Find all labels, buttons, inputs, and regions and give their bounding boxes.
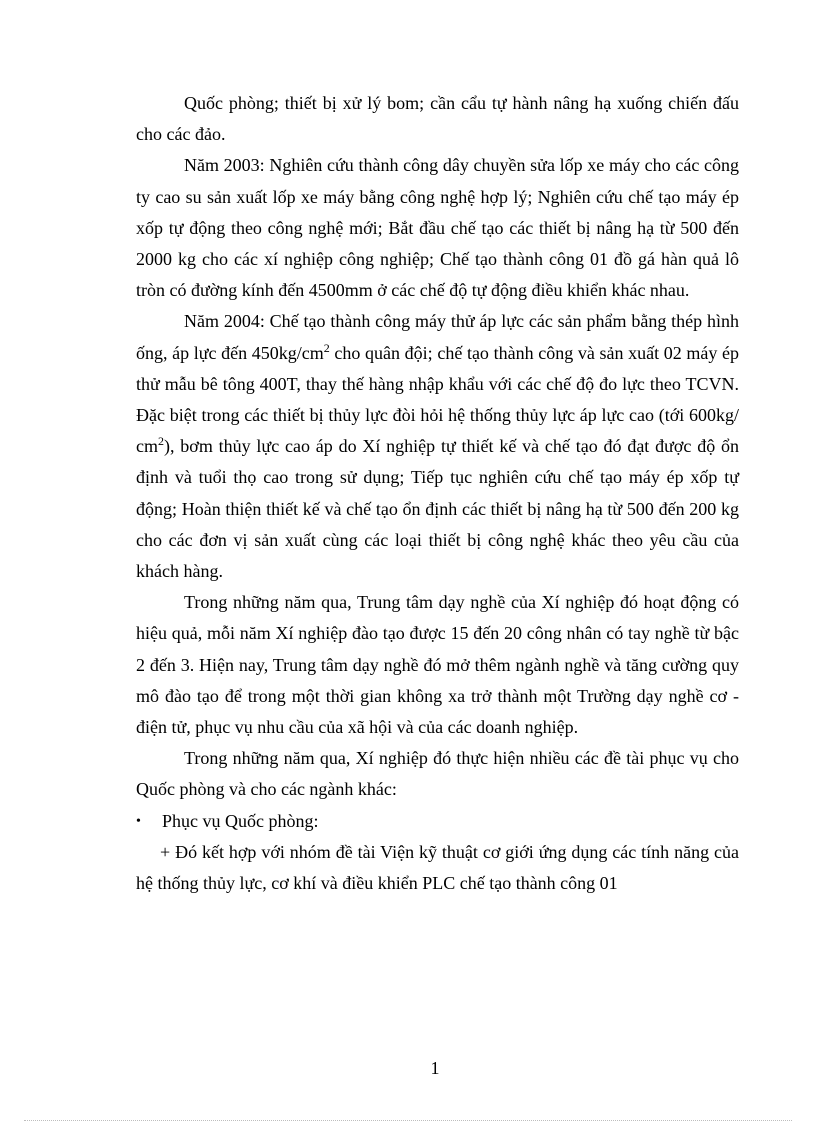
bullet-item	[136, 806, 739, 837]
superscript-2b: 2	[158, 434, 164, 449]
page-content	[136, 88, 739, 899]
page-bottom-divider	[24, 1120, 792, 1121]
paragraph-2004-part-b: cho quân đội; chế tạo thành công và sản xuất 02 máy ép thử mẫu bê tông 400T, thay thế hàng nhập khẩu với các chế độ đo lực theo TCVN. Đặc biệt trong các thiết bị thủy lực đòi hỏi hệ thống thủy lực áp lực cao (tới 600kg/ cm	[136, 342, 739, 457]
bullet-text: Phục vụ Quốc phòng:	[162, 810, 319, 831]
paragraph-research-topics: Trong những năm qua, Xí nghiệp đó thực hiện nhiều các đề tài phục vụ cho Quốc phòng và cho các ngành khác:	[136, 748, 739, 800]
page-number: 1	[430, 1058, 440, 1078]
paragraph-2004	[136, 306, 739, 587]
paragraph-2004-part-a: Năm 2004: Chế tạo thành công máy thử áp lực các sản phẩm bằng thép hình ống, áp lực đến 450kg/cm	[136, 311, 739, 363]
paragraph-2004-part-c: ), bơm thủy lực cao áp do Xí nghiệp tự thiết kế và chế tạo đó đạt được độ ổn định và tuổi thọ cao trong sử dụng; Tiếp tục nghiên cứu chế tạo máy ép xốp tự động; Hoàn thiện thiết kế và chế tạo ổn định các thiết bị nâng hạ từ 500 đến 200 kg cho các đơn vị sản xuất cùng các loại thiết bị công nghệ khác theo yêu cầu của khách hàng.	[136, 436, 739, 582]
superscript-2: 2	[323, 340, 330, 355]
paragraph-training-center: Trong những năm qua, Trung tâm dạy nghề của Xí nghiệp đó hoạt động có hiệu quả, mỗi năm Xí nghiệp đào tạo được 15 đến 20 công nhân có tay nghề từ bậc 2 đến 3. Hiện nay, Trung tâm dạy nghề đó mở thêm ngành nghề và tăng cường quy mô đào tạo để trong một thời gian không xa trở thành một Trường dạy nghề cơ - điện tử, phục vụ nhu cầu của xã hội và của các doanh nghiệp.	[136, 592, 739, 738]
paragraph-2003: Năm 2003: Nghiên cứu thành công dây chuyền sửa lốp xe máy cho các công ty cao su sản xuất lốp xe máy bằng công nghệ hợp lý; Nghiên cứu chế tạo máy ép xốp tự động theo công nghệ mới; Bắt đầu chế tạo các thiết bị nâng hạ từ 500 đến 2000 kg cho các xí nghiệp công nghiệp; Chế tạo thành công 01 đồ gá hàn quả lô tròn có đường kính đến 4500mm ở các chế độ tự động điều khiển khác nhau.	[136, 155, 739, 301]
paragraph-plus-item: + Đó kết hợp với nhóm đề tài Viện kỹ thuật cơ giới ứng dụng các tính năng của hệ thống thủy lực, cơ khí và điều khiển PLC chế tạo thành công 01	[136, 841, 739, 894]
paragraph-1: Quốc phòng; thiết bị xử lý bom; cần cẩu tự hành nâng hạ xuống chiến đấu cho các đảo.	[136, 93, 739, 145]
bullet-icon: •	[136, 813, 141, 829]
